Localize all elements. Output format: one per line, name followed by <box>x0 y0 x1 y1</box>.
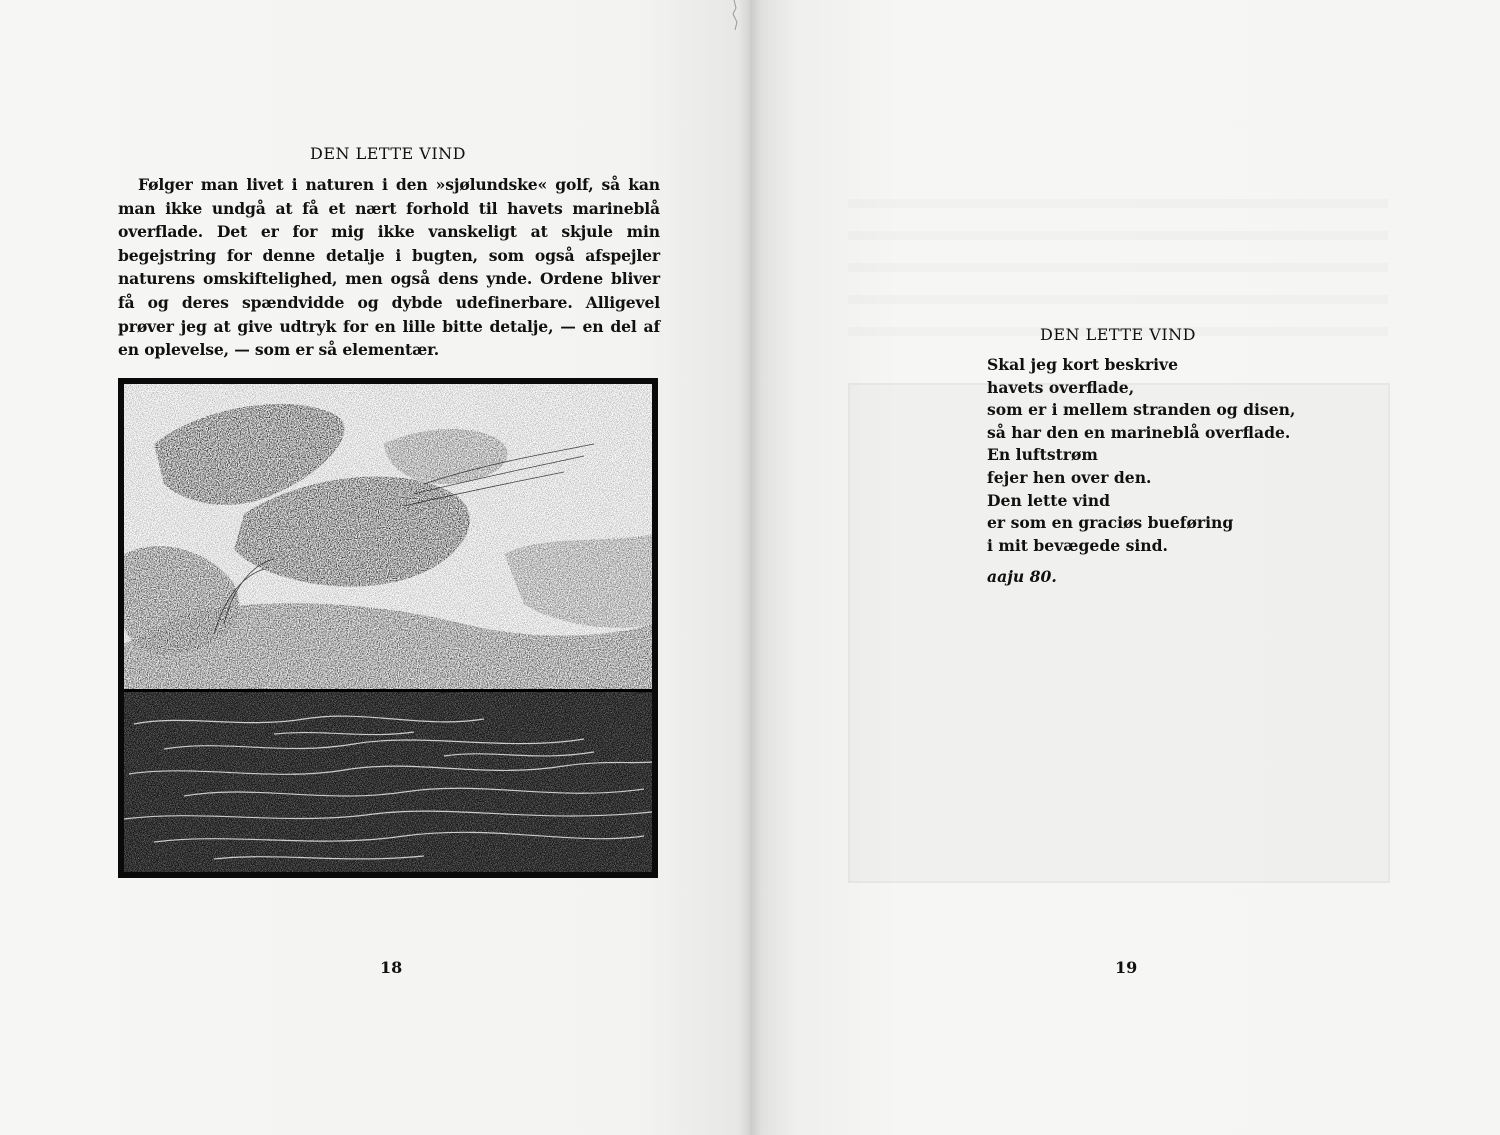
right-page-number: 19 <box>1115 958 1138 977</box>
poem-line: Skal jeg kort beskrive <box>987 355 1179 374</box>
poem-line: fejer hen over den. <box>987 467 1152 487</box>
left-page-heading: DEN LETTE VIND <box>309 144 466 163</box>
poem-signature: aaju 80. <box>987 567 1057 586</box>
show-through-text <box>848 176 1388 336</box>
poem-line: som er i mellem stranden og disen, <box>987 400 1296 420</box>
left-page-paragraph: Følger man livet i naturen i den »sjølundske« golf, så kan man ikke undgå at få et nært forhold til havets marineblå overflade. Det er for mig ikke vanskeligt at skjule min begejstring for denne detalje i bugten, som også afspejler naturens omskiftelighed, men også dens ynde. Ordene bliver få og deres spændvidde og dybde udefinerbare. Alligevel prøver jeg at give udtryk for en lille bitte detalje, — en del af en oplevelse, — som er så elementær. <box>118 175 660 360</box>
poem-line: Den lette vind <box>987 490 1111 510</box>
poem-line: så har den en marineblå overflade. <box>987 422 1291 442</box>
binding-mark <box>728 0 742 40</box>
seascape-illustration <box>118 378 658 878</box>
left-page-number: 18 <box>380 958 403 977</box>
poem-line: i mit bevægede sind. <box>987 535 1168 555</box>
book-gutter <box>738 0 762 1135</box>
poem <box>987 354 1317 557</box>
poem-line: havets overflade, <box>987 377 1135 397</box>
poem-line: er som en graciøs bueføring <box>987 513 1234 533</box>
seascape-drawing <box>124 384 652 872</box>
poem-line: En luftstrøm <box>987 445 1098 465</box>
right-page-heading: DEN LETTE VIND <box>1040 325 1197 344</box>
